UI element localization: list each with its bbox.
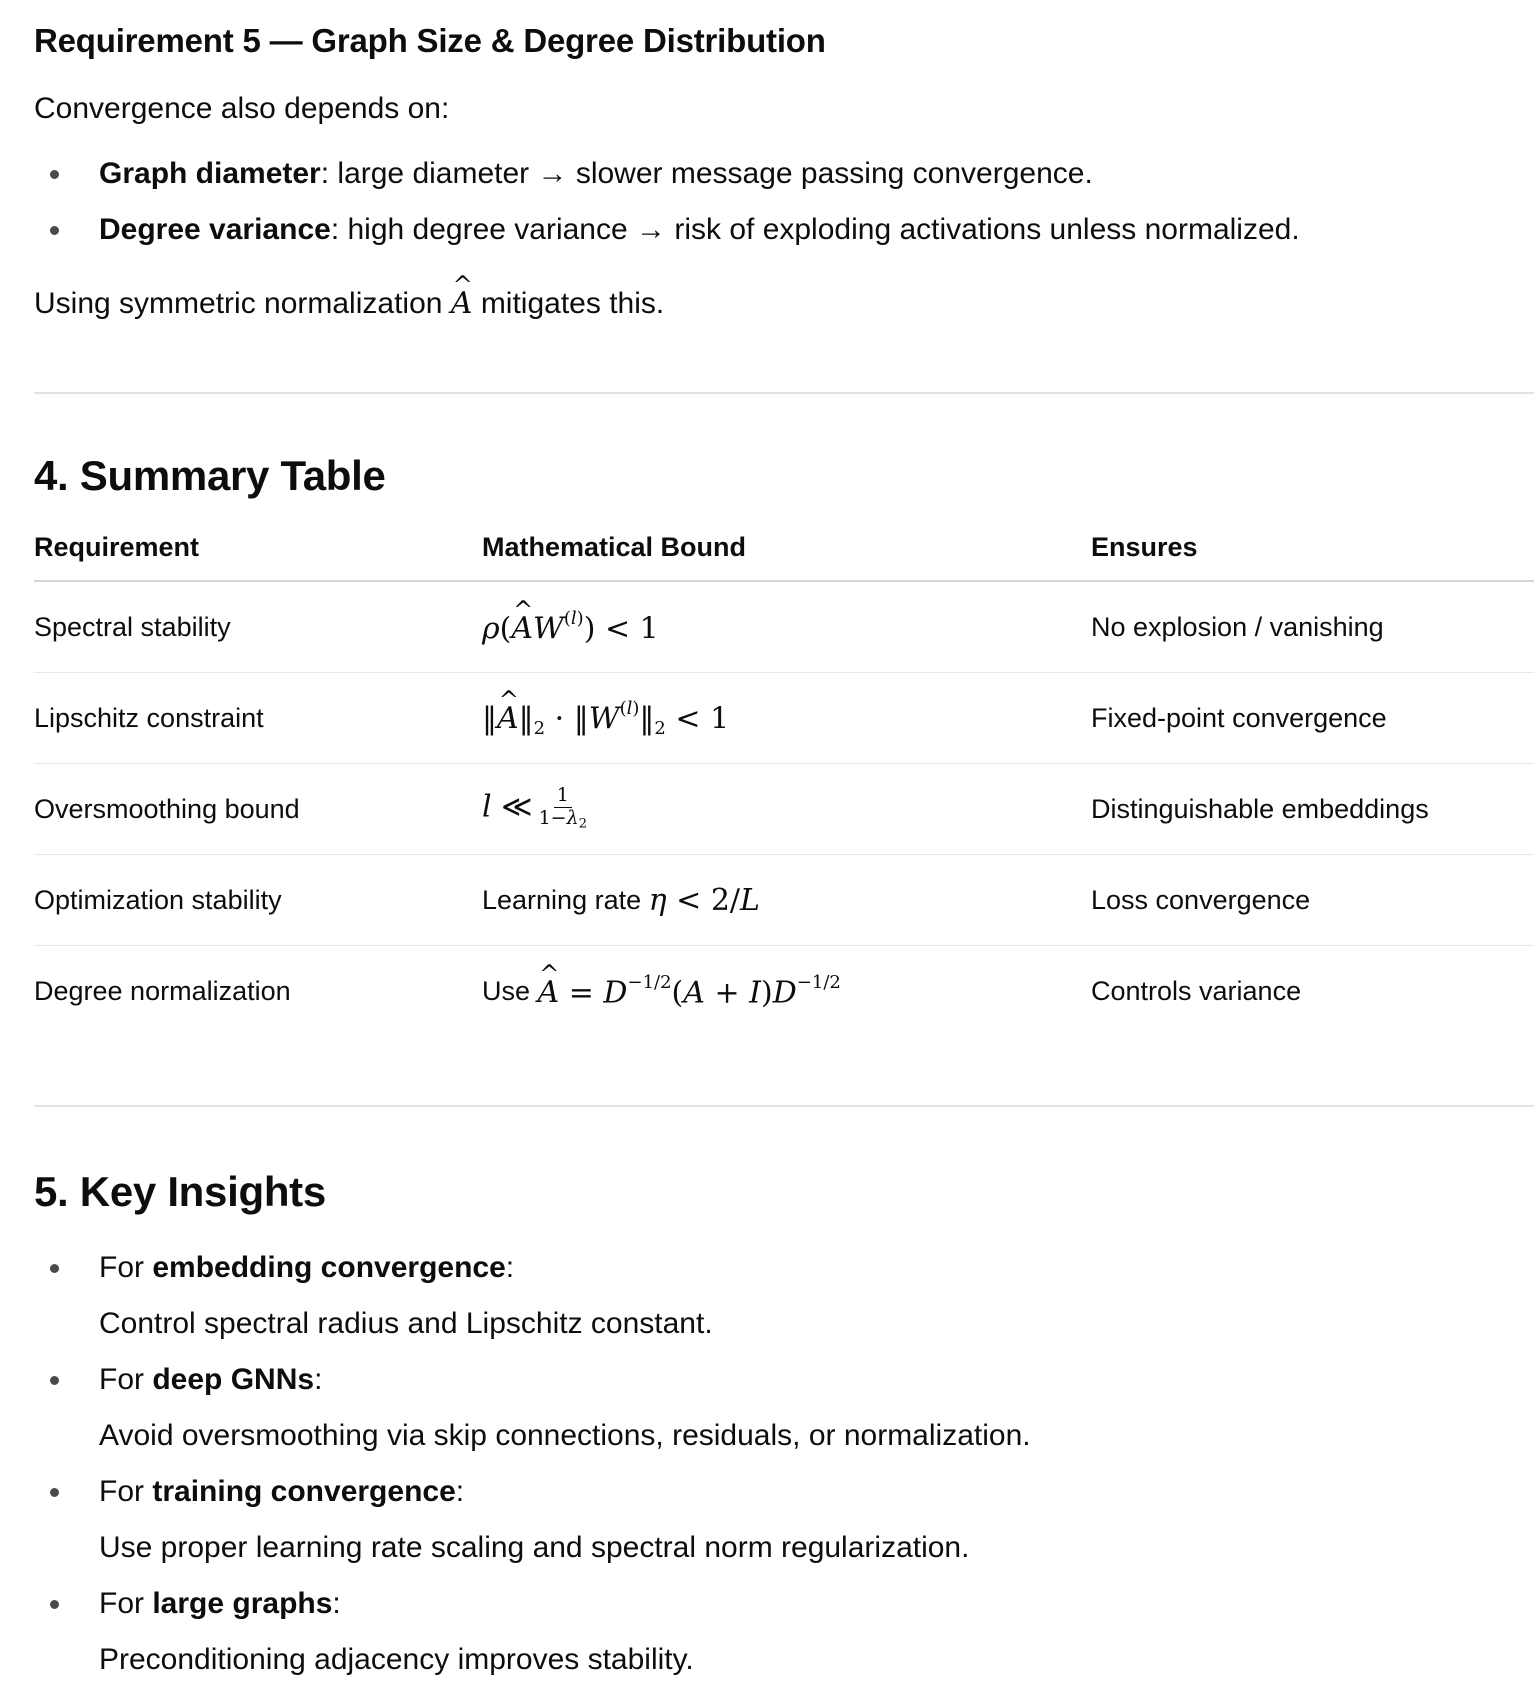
insight-detail: Avoid oversmoothing via skip connections, residuals, or normalization.: [99, 1419, 1031, 1452]
key-insights-heading: 5. Key Insights: [34, 1168, 326, 1215]
bound-prefix: Learning rate: [482, 884, 642, 915]
insight-heading: For embedding convergence:: [99, 1251, 515, 1284]
formula-spectral: ρ(^ $AW^{(l)}) < 1$: [482, 608, 659, 646]
formula-lipschitz: ‖^ $A‖_2$ · $‖W^{(l)}‖_2 < 1$: [482, 698, 729, 739]
bullet-term: Graph diameter: [99, 157, 321, 190]
list-item: [34, 146, 1300, 202]
insight-heading: For deep GNNs:: [99, 1363, 323, 1396]
a-hat-symbol: ^ A: [451, 286, 473, 321]
insight-detail: Preconditioning adjacency improves stability.: [99, 1643, 694, 1676]
bullet-icon: [50, 1600, 59, 1609]
formula-oversmoothing: l ≪ $\frac{1}{1-\lambda_2}$: [482, 784, 588, 832]
table-row: [34, 946, 1534, 1036]
bullet-icon: [50, 170, 59, 179]
cell-requirement: Spectral stability: [34, 611, 231, 642]
cell-requirement: Optimization stability: [34, 884, 282, 915]
bullet-icon: [50, 1264, 59, 1273]
cell-bound: [482, 946, 841, 1036]
section-divider: [34, 1105, 1534, 1107]
requirement-5-heading: Requirement 5 — Graph Size & Degree Distribution: [34, 22, 826, 59]
table-row: [34, 855, 1534, 946]
list-item: [34, 1464, 1031, 1576]
bullet-icon: [50, 226, 59, 235]
cell-bound: [482, 673, 729, 763]
table-header-row: [34, 520, 1534, 582]
table-row: [34, 582, 1534, 673]
requirement-5-bullets: [34, 146, 1300, 258]
cell-bound: [482, 764, 587, 854]
closing-before: Using symmetric normalization: [34, 287, 443, 320]
cell-ensures: Distinguishable embeddings: [1091, 793, 1429, 824]
cell-bound: [482, 855, 760, 945]
section-divider: [34, 392, 1534, 394]
formula-learning-rate: η < 2/L: [648, 882, 760, 918]
insight-heading: For large graphs:: [99, 1587, 341, 1620]
column-header-bound: Mathematical Bound: [482, 532, 747, 562]
cell-ensures: Fixed-point convergence: [1091, 702, 1387, 733]
table-row: [34, 673, 1534, 764]
cell-ensures: Controls variance: [1091, 975, 1302, 1006]
cell-ensures: Loss convergence: [1091, 884, 1311, 915]
cell-ensures: No explosion / vanishing: [1091, 611, 1384, 642]
table-row: [34, 764, 1534, 855]
bullet-text: : large diameter → slower message passing convergence.: [320, 157, 1093, 190]
insight-detail: Control spectral radius and Lipschitz constant.: [99, 1307, 713, 1340]
cell-requirement: Lipschitz constraint: [34, 702, 264, 733]
bullet-icon: [50, 1376, 59, 1385]
summary-table-heading: 4. Summary Table: [34, 452, 386, 499]
bullet-term: Degree variance: [99, 213, 331, 246]
key-insights-list: [34, 1240, 1031, 1688]
bullet-icon: [50, 1488, 59, 1497]
closing-after: mitigates this.: [480, 287, 665, 320]
requirement-5-intro: Convergence also depends on:: [34, 92, 450, 125]
list-item: [34, 1240, 1031, 1352]
insight-detail: Use proper learning rate scaling and spectral norm regularization.: [99, 1531, 970, 1564]
formula-normalization: ^ $A = D^{-1/2}(A + I)D^{-1/2}$: [538, 972, 841, 1010]
list-item: [34, 1576, 1031, 1688]
bullet-text: : high degree variance → risk of exploding activations unless normalized.: [330, 213, 1300, 246]
cell-bound: [482, 582, 659, 672]
list-item: [34, 202, 1300, 258]
cell-requirement: Oversmoothing bound: [34, 793, 300, 824]
list-item: [34, 1352, 1031, 1464]
insight-heading: For training convergence:: [99, 1475, 465, 1508]
requirement-5-closing: [34, 286, 664, 321]
summary-table: [34, 520, 1534, 1036]
column-header-ensures: Ensures: [1091, 532, 1198, 562]
cell-requirement: Degree normalization: [34, 975, 291, 1006]
column-header-requirement: Requirement: [34, 532, 200, 562]
bound-prefix: Use: [482, 975, 531, 1006]
